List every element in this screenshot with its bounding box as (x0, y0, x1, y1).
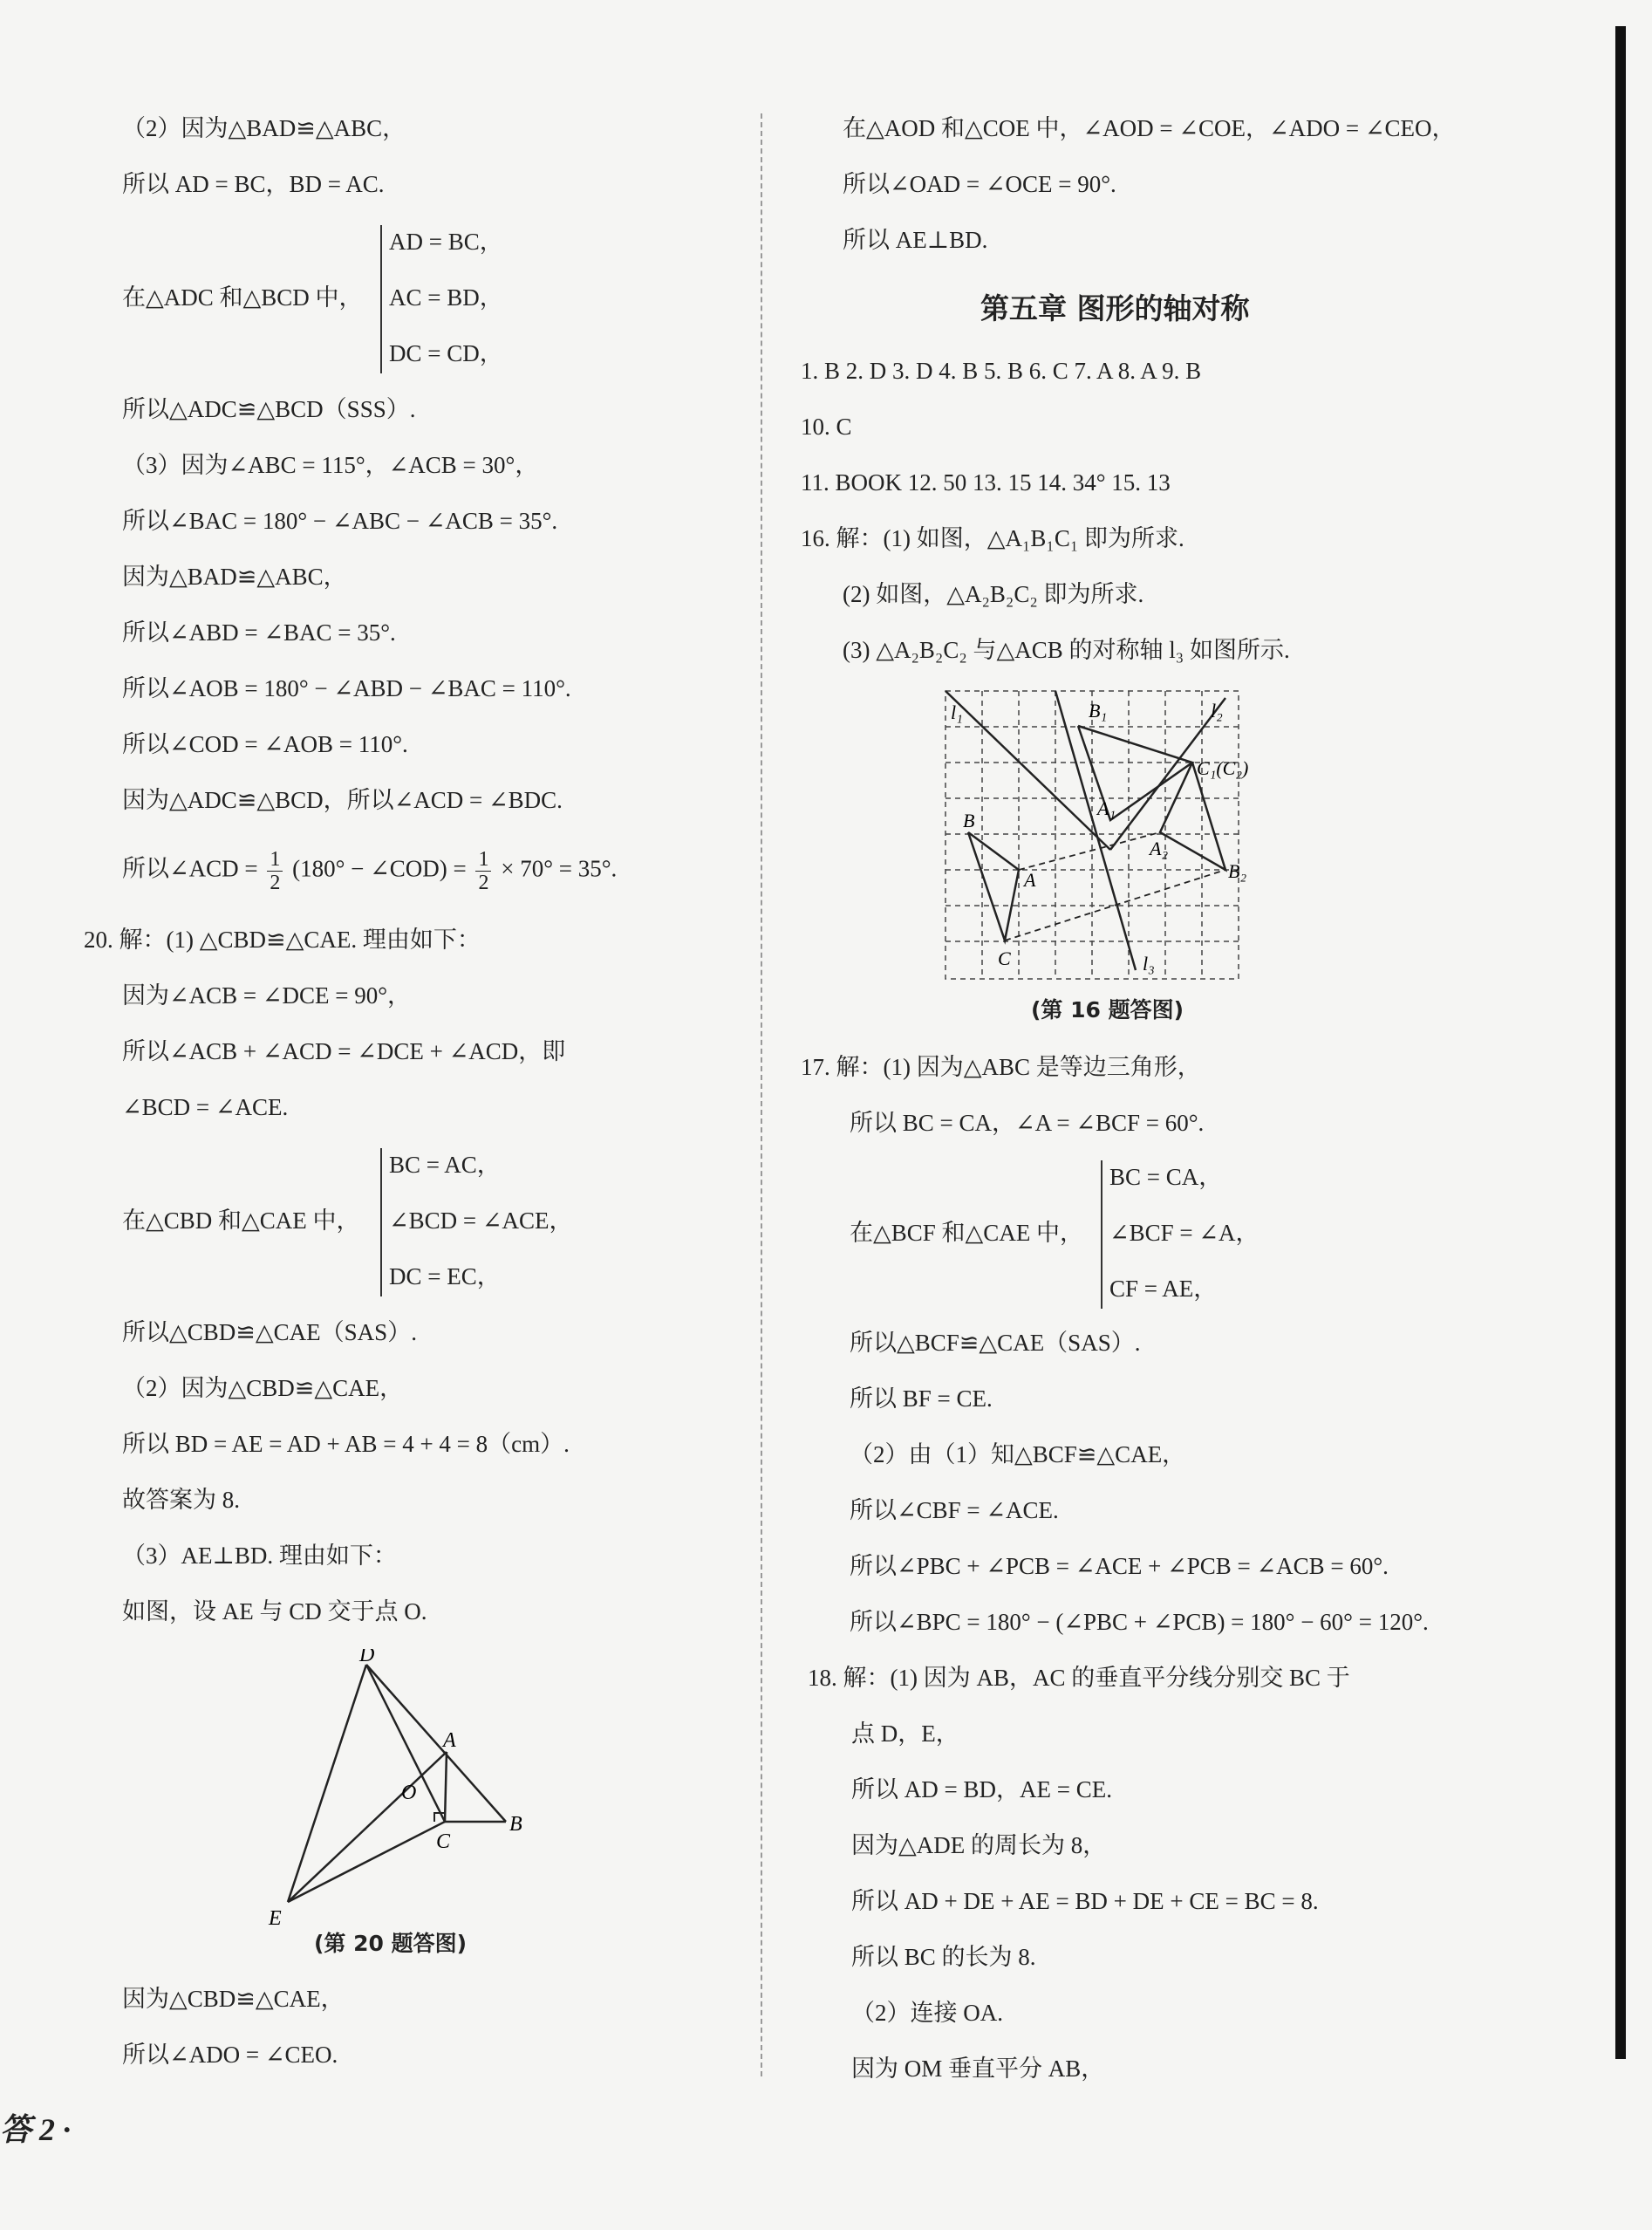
label-B: B (509, 1813, 522, 1836)
text-line: 所以∠CBF = ∠ACE. (850, 1497, 1059, 1523)
text-line: 因为∠ACB = ∠DCE = 90°， (122, 982, 412, 1009)
segment-DE (288, 1665, 366, 1902)
brace-line: BC = AC， (389, 1152, 501, 1178)
brace-line: ∠BCF = ∠A， (1109, 1220, 1259, 1246)
label-C: C (998, 947, 1011, 969)
brace-prefix: 在△BCF 和△CAE 中， (850, 1220, 1084, 1246)
fraction: $\frac{1}{2}$ (475, 848, 491, 894)
system-brace (380, 225, 387, 373)
dashed-CB2 (1005, 870, 1225, 941)
text-line: 所以∠ADO = ∠CEO. (122, 2042, 338, 2068)
text-line: 所以∠AOB = 180° − ∠ABD − ∠BAC = 110°. (122, 675, 571, 701)
label-l3: l₃ (1143, 953, 1155, 975)
text-line: 所以∠OAD = ∠OCE = 90°. (843, 171, 1116, 197)
fraction: $\frac{1}{2}$ (267, 848, 283, 894)
text-line: 所以 BC 的长为 8. (851, 1944, 1036, 1970)
text-line: 所以 AD + DE + AE = BD + DE + CE = BC = 8. (851, 1888, 1319, 1914)
text-line: （2）因为△BAD≌△ABC， (122, 115, 406, 141)
text-line: 所以 AD = BD，AE = CE. (851, 1776, 1112, 1802)
question-heading: 18. 解：(1) 因为 AB，AC 的垂直平分线分别交 BC 于 (808, 1665, 1350, 1691)
text-line: （2）由（1）知△BCF≌△CAE， (850, 1441, 1186, 1467)
text-line: 点 D，E， (851, 1720, 959, 1747)
answer-line: (2) 如图，△A₂B₂C₂ 即为所求. (843, 581, 1144, 607)
page-footer: 答 2 · (0, 2112, 72, 2147)
label-A1: A₁ (1097, 797, 1116, 819)
answer-line: 1. B 2. D 3. D 4. B 5. B 6. C 7. A 8. A 9. B (801, 358, 1202, 384)
brace-line: DC = CD， (389, 340, 503, 366)
system-brace (380, 1148, 387, 1296)
answer-line: 10. C (801, 414, 852, 440)
text-line: （2）连接 OA. (851, 2000, 1003, 2026)
frac-suffix: × 70° = 35°. (501, 855, 618, 882)
text-line: （3）因为∠ABC = 115°，∠ACB = 30°， (122, 452, 539, 478)
figure-caption: (第 16 题答图) (1031, 997, 1184, 1023)
dashed-AA2 (1019, 832, 1160, 870)
brace-line: CF = AE， (1109, 1276, 1218, 1302)
text-line: 所以△ADC≌△BCD（SSS）. (122, 396, 416, 422)
brace-line: ∠BCD = ∠ACE， (389, 1207, 573, 1234)
text-line: 所以∠ABD = ∠BAC = 35°. (122, 619, 396, 646)
triangle-A1B1C1 (1078, 726, 1192, 820)
text-line: 因为 OM 垂直平分 AB， (851, 2056, 1105, 2082)
text-line: 因为△BAD≌△ABC， (122, 564, 347, 590)
chapter-title: 第五章 图形的轴对称 (980, 291, 1250, 325)
label-A: A (1024, 869, 1036, 891)
text-line: 所以△BCF≌△CAE（SAS）. (850, 1330, 1141, 1356)
text-line: 所以∠COD = ∠AOB = 110°. (122, 731, 408, 757)
text-line: ∠BCD = ∠ACE. (122, 1094, 289, 1120)
text-line: 所以∠PBC + ∠PCB = ∠ACE + ∠PCB = ∠ACB = 60°. (850, 1553, 1389, 1579)
column-divider (761, 113, 762, 2076)
text-line: 所以∠BAC = 180° − ∠ABC − ∠ACB = 35°. (122, 508, 558, 534)
answer-line: 11. BOOK 12. 50 13. 15 14. 34° 15. 13 (801, 469, 1171, 496)
label-B: B (963, 810, 975, 831)
text-line: （3）AE⊥BD. 理由如下： (122, 1543, 397, 1569)
text-line: 因为△ADC≌△BCD，所以∠ACD = ∠BDC. (122, 787, 563, 813)
text-line: 所以 AD = BC，BD = AC. (122, 171, 385, 197)
label-E: E (269, 1907, 282, 1928)
brace-prefix: 在△CBD 和△CAE 中， (122, 1207, 360, 1234)
figure-caption: (第 20 题答图) (314, 1931, 468, 1956)
text-line: 所以∠ACB + ∠ACD = ∠DCE + ∠ACD，即 (122, 1038, 566, 1064)
text-line: 如图，设 AE 与 CD 交于点 O. (122, 1598, 427, 1625)
label-l2: l₂ (1211, 700, 1223, 722)
label-A: A (443, 1729, 456, 1752)
frac-prefix: 所以∠ACD = (122, 855, 258, 882)
question-heading: 20. 解：(1) △CBD≌△CAE. 理由如下： (84, 927, 481, 953)
page-edge-bar (1615, 26, 1626, 2059)
text-line: 所以 BD = AE = AD + AB = 4 + 4 = 8（cm）. (122, 1431, 570, 1457)
label-l1: l₁ (951, 701, 963, 723)
text-line: （2）因为△CBD≌△CAE， (122, 1375, 404, 1401)
brace-line: BC = CA， (1109, 1164, 1223, 1190)
triangle-ABC (968, 832, 1019, 941)
frac-mid: (180° − ∠COD) = (292, 855, 467, 882)
text-line: 所以∠BPC = 180° − (∠PBC + ∠PCB) = 180° − 60° = 120°. (850, 1609, 1429, 1635)
label-C1C2: C₁(C₂) (1197, 757, 1249, 779)
text-line: 因为△ADE 的周长为 8， (851, 1832, 1107, 1858)
brace-line: AC = BD， (389, 284, 503, 311)
fraction-line (122, 848, 617, 894)
label-O: O (401, 1782, 417, 1804)
text-line: 所以 AE⊥BD. (843, 227, 988, 253)
answer-line: (3) △A₂B₂C₂ 与△ACB 的对称轴 l₃ 如图所示. (843, 637, 1290, 663)
brace-prefix: 在△ADC 和△BCD 中， (122, 284, 363, 311)
figure-20 (262, 1649, 558, 1928)
text-line: 因为△CBD≌△CAE， (122, 1986, 345, 2012)
text-line: 所以 BF = CE. (850, 1385, 993, 1412)
text-line: 在△AOD 和△COE 中，∠AOD = ∠COE，∠ADO = ∠CEO， (843, 115, 1456, 141)
text-line: 所以 BC = CA，∠A = ∠BCF = 60°. (850, 1110, 1205, 1136)
segment-AC (445, 1752, 447, 1822)
answer-line: 16. 解：(1) 如图，△A₁B₁C₁ 即为所求. (801, 525, 1184, 551)
label-C: C (436, 1830, 451, 1853)
figure-16 (933, 681, 1265, 986)
brace-line: AD = BC， (389, 229, 503, 255)
label-D: D (359, 1649, 375, 1666)
text-line: 所以△CBD≌△CAE（SAS）. (122, 1319, 417, 1345)
question-heading: 17. 解：(1) 因为△ABC 是等边三角形， (801, 1054, 1201, 1080)
label-B2: B₂ (1228, 860, 1247, 882)
system-brace (1101, 1160, 1108, 1309)
label-B1: B₁ (1089, 700, 1108, 722)
label-A2: A₂ (1150, 838, 1169, 859)
segment-DB (366, 1665, 506, 1822)
brace-line: DC = EC， (389, 1263, 501, 1289)
text-line: 故答案为 8. (122, 1487, 240, 1513)
